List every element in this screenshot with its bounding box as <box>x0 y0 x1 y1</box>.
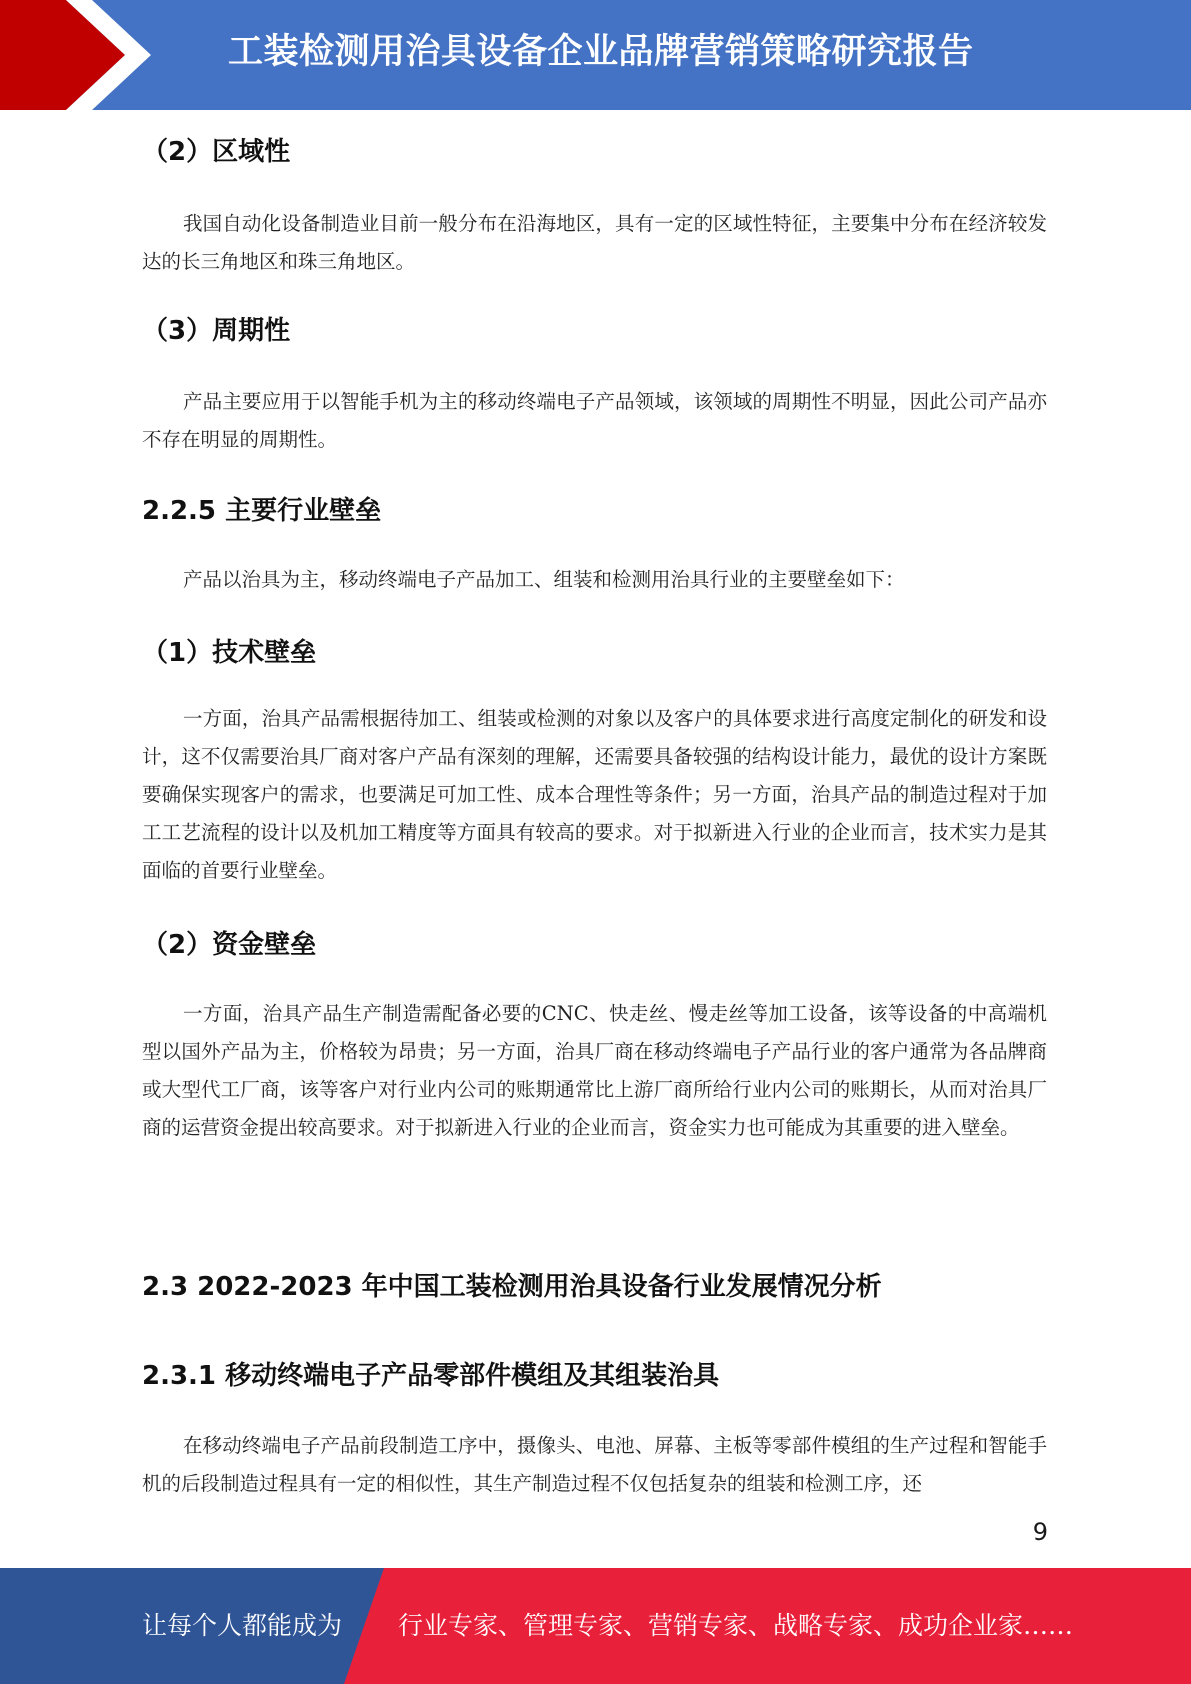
section-heading-2-3-1: 2.3.1 移动终端电子产品零部件模组及其组装治具 <box>142 1361 720 1391</box>
footer-banner <box>0 1568 1191 1684</box>
paragraph-regional: 我国自动化设备制造业目前一般分布在沿海地区，具有一定的区域性特征，主要集中分布在经济较发达的长三角地区和珠三角地区。 <box>142 212 1047 273</box>
subheading-regional: （2）区域性 <box>142 137 291 167</box>
paragraph-cyclical: 产品主要应用于以智能手机为主的移动终端电子产品领域，该领域的周期性不明显，因此公司产品亦不存在明显的周期性。 <box>142 390 1047 451</box>
footer-slogan-left: 让每个人都能成为 <box>142 1611 343 1640</box>
paragraph-2-3-1: 在移动终端电子产品前段制造工序中，摄像头、电池、屏幕、主板等零部件模组的生产过程和智能手机的后段制造过程具有一定的相似性，其生产制造过程不仅包括复杂的组装和检测工序，还 <box>142 1434 1047 1495</box>
section-heading-2-2-5: 2.2.5 主要行业壁垒 <box>142 496 382 526</box>
subheading-cyclical: （3）周期性 <box>142 316 291 346</box>
subheading-tech-barrier: （1）技术壁垒 <box>142 638 317 668</box>
subheading-capital-barrier: （2）资金壁垒 <box>142 930 317 960</box>
footer-slogan-right: 行业专家、管理专家、营销专家、战略专家、成功企业家…… <box>398 1611 1074 1640</box>
section-heading-2-3: 2.3 2022-2023 年中国工装检测用治具设备行业发展情况分析 <box>142 1272 882 1302</box>
paragraph-capital-barrier: 一方面，治具产品生产制造需配备必要的CNC、快走丝、慢走丝等加工设备，该等设备的中高端机型以国外产品为主，价格较为昂贵；另一方面，治具厂商在移动终端电子产品行业的客户通常为各品牌商或大型代工厂商，该等客户对行业内公司的账期通常比上游厂商所给行业内公司的账期长，从而对治具厂商的运营资金提出较高要求。对于拟新进入行业的企业而言，资金实力也可能成为其重要的进入壁垒。 <box>142 1002 1047 1139</box>
report-title: 工装检测用治具设备企业品牌营销策略研究报告 <box>228 32 974 72</box>
header-banner <box>0 0 1191 110</box>
paragraph-2-2-5: 产品以治具为主，移动终端电子产品加工、组装和检测用治具行业的主要壁垒如下： <box>183 568 905 591</box>
header-red-chevron-decoration <box>0 0 160 110</box>
page-number: 9 <box>1032 1518 1048 1546</box>
paragraph-tech-barrier: 一方面，治具产品需根据待加工、组装或检测的对象以及客户的具体要求进行高度定制化的研发和设计，这不仅需要治具厂商对客户产品有深刻的理解，还需要具备较强的结构设计能力，最优的设计方案既要确保实现客户的需求，也要满足可加工性、成本合理性等条件；另一方面，治具产品的制造过程对于加工工艺流程的设计以及机加工精度等方面具有较高的要求。对于拟新进入行业的企业而言，技术实力是其面临的首要行业壁垒。 <box>142 707 1047 882</box>
